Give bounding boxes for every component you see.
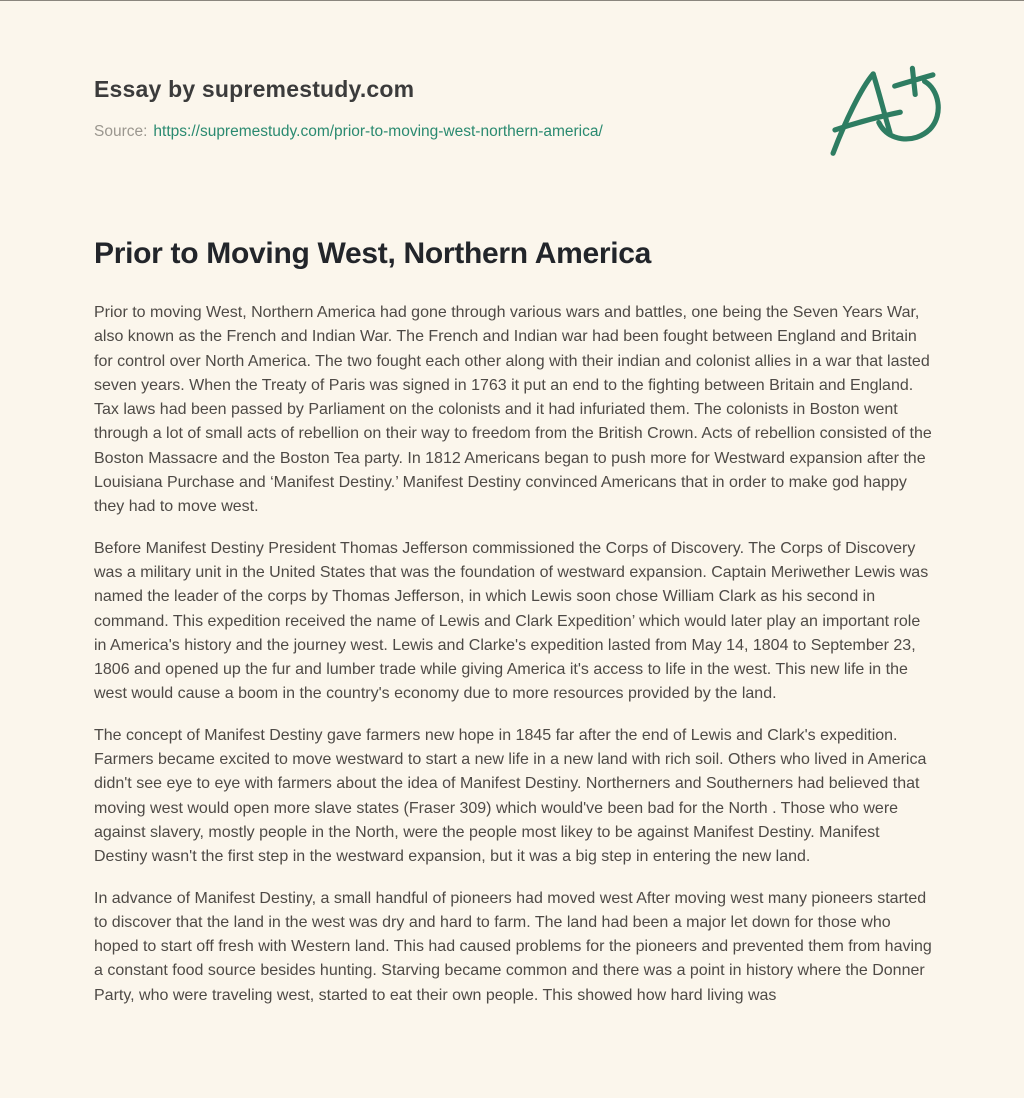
- essay-paragraph-2: Before Manifest Destiny President Thomas Jefferson commissioned the Corps of Discovery. The Corps of Discovery was a military unit in the United States that was the foundation of westward expansion. Captain Meriwether Lewis was named the leader of the corps by Thomas Jefferson, in which Lewis soon chose William Clark as his second in command. This expedition received the name of Lewis and Clark Expedition’ which would later play an important role in America's history and the journey west. Lewis and Clarke's expedition lasted from May 14, 1804 to September 23, 1806 and opened up the fur and lumber trade while giving America it's access to life in the west. This new life in the west would cause a boom in the country's economy due to more resources provided by the land.: [94, 539, 929, 703]
- essay-content: [94, 237, 930, 1008]
- essay-title: Prior to Moving West, Northern America: [94, 237, 652, 270]
- source-url-link[interactable]: https://supremestudy.com/prior-to-moving-west-northern-america/: [153, 123, 603, 140]
- top-edge-line: [0, 0, 1024, 1]
- essay-body: [94, 301, 930, 1008]
- source-label: Source:: [94, 123, 148, 140]
- a-plus-logo-icon: [820, 62, 960, 168]
- essay-paragraph-1: Prior to moving West, Northern America had gone through various wars and battles, one being the Seven Years War, also known as the French and Indian War. The French and Indian war had been fought between England and Britain for control over North America. The two fought each other along with their indian and colonist allies in a war that lasted seven years. When the Treaty of Paris was signed in 1763 it put an end to the fighting between Britain and England. Tax laws had been passed by Parliament on the colonists and it had infuriated them. The colonists in Boston went through a lot of small acts of rebellion on their way to freedom from the British Crown. Acts of rebellion consisted of the Boston Massacre and the Boston Tea party. In 1812 Americans began to push more for Westward expansion after the Louisiana Purchase and ‘Manifest Destiny.’ Manifest Destiny convinced Americans that in order to make god happy they had to move west.: [94, 304, 932, 516]
- site-title: Essay by supremestudy.com: [94, 76, 415, 102]
- essay-paragraph-4: In advance of Manifest Destiny, a small handful of pioneers had moved west After moving west many pioneers started to discover that the land in the west was dry and hard to farm. The land had been a major let down for those who hoped to start off fresh with Western land. This had caused problems for the pioneers and prevented them from having a constant food source besides hunting. Starving became common and there was a point in history where the Donner Party, who were traveling west, started to eat their own people. This showed how hard living was: [94, 889, 932, 1004]
- essay-paragraph-3: The concept of Manifest Destiny gave farmers new hope in 1845 far after the end of Lewis and Clark's expedition. Farmers became excited to move westward to start a new life in a new land with rich soil. Others who lived in America didn't see eye to eye with farmers about the idea of Manifest Destiny. Northerners and Southerners had believed that moving west would open more slave states (Fraser 309) which would've been bad for the North . Those who were against slavery, mostly people in the North, were the people most likey to be against Manifest Destiny. Manifest Destiny wasn't the first step in the westward expansion, but it was a big step in entering the new land.: [94, 726, 927, 866]
- header: [94, 0, 930, 141]
- source-line: [94, 123, 930, 141]
